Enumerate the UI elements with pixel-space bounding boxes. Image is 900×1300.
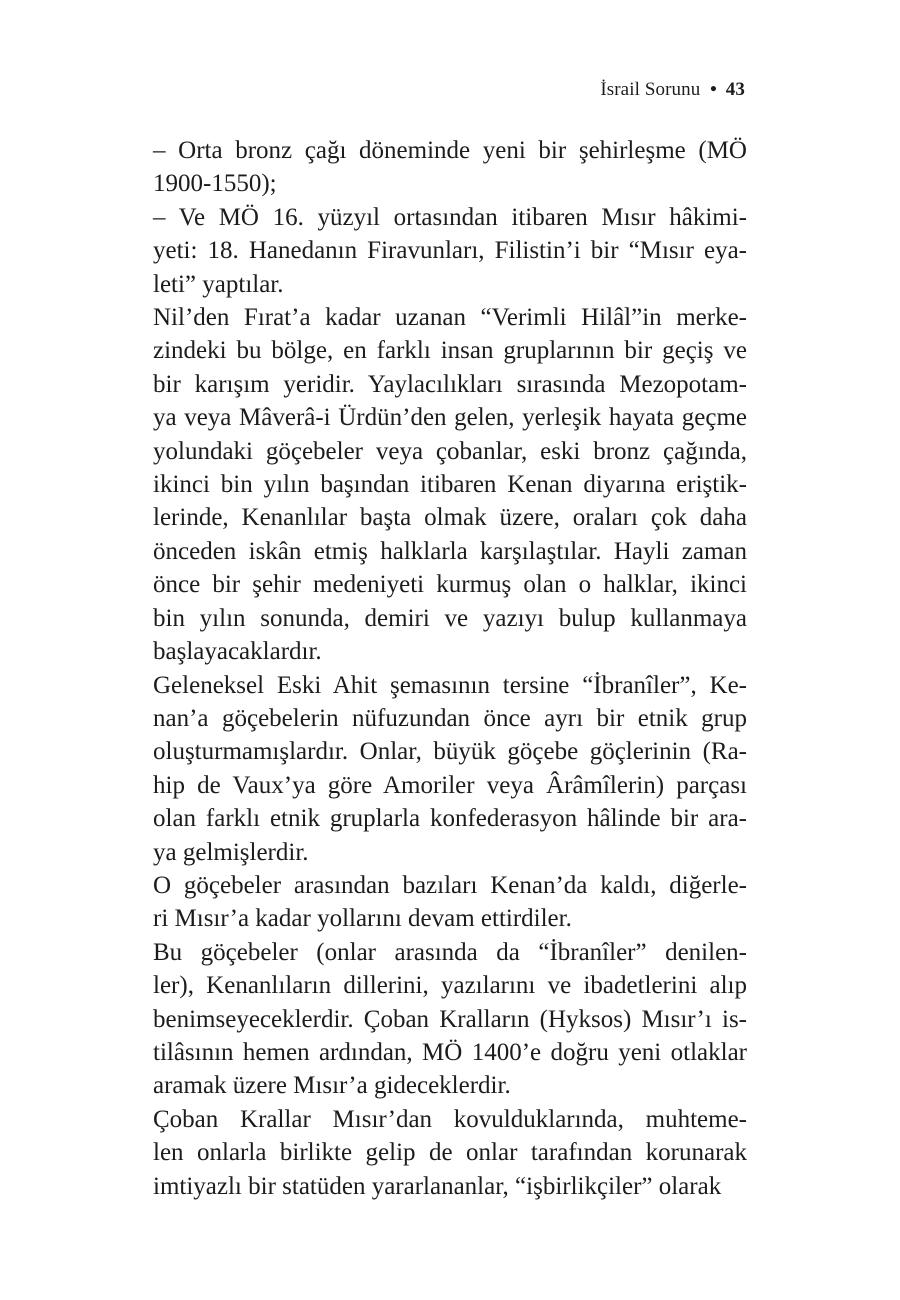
- text-line: ikinci bin yılın başından itibaren Kenan diyarına eriştik-: [153, 471, 747, 499]
- running-header: [600, 79, 745, 101]
- text-line: imtiyazlı bir statüden yararlananlar, “işbirlikçiler” olarak: [153, 1172, 722, 1200]
- text-line: önce bir şehir medeniyeti kurmuş olan o halklar, ikinci: [153, 571, 747, 599]
- paragraph: [153, 669, 747, 869]
- page-number: 43: [725, 79, 745, 100]
- text-line: – Ve MÖ 16. yüzyıl ortasından itibaren Mısır hâkimi-: [153, 203, 747, 231]
- paragraph: [153, 1103, 747, 1203]
- paragraph: [153, 936, 747, 1103]
- text-line: aramak üzere Mısır’a gideceklerdir.: [153, 1072, 511, 1100]
- body-text: [153, 134, 747, 1203]
- paragraph: [153, 201, 747, 301]
- text-line: – Orta bronz çağı döneminde yeni bir şehirleşme (MÖ: [153, 137, 747, 164]
- text-line: lerinde, Kenanlılar başta olmak üzere, oraları çok daha: [153, 504, 747, 532]
- text-line: hip de Vaux’ya göre Amoriler veya Ârâmîlerin) parçası: [153, 771, 747, 799]
- running-title: İsrail Sorunu: [600, 79, 701, 100]
- text-line: O göçebeler arasından bazıları Kenan’da kaldı, diğerle-: [153, 871, 747, 899]
- text-line: başlayacaklardır.: [153, 638, 322, 666]
- text-line: benimseyeceklerdir. Çoban Kralların (Hyksos) Mısır’ı is-: [153, 1005, 747, 1033]
- text-line: ya gelmişlerdir.: [153, 838, 309, 866]
- text-line: ler), Kenanlıların dillerini, yazılarını ve ibadetlerini alıp: [153, 972, 747, 1000]
- text-line: len onlarla birlikte gelip de onlar tarafından korunarak: [153, 1139, 747, 1167]
- text-line: leti” yaptılar.: [153, 270, 284, 298]
- paragraph: [153, 869, 747, 936]
- text-line: yolundaki göçebeler veya çobanlar, eski bronz çağında,: [153, 437, 747, 465]
- text-line: ya veya Mâverâ-i Ürdün’den gelen, yerleşik hayata geçme: [153, 404, 747, 432]
- text-line: Bu göçebeler (onlar arasında da “İbranîler” denilen-: [153, 938, 747, 966]
- paragraph: [153, 134, 747, 201]
- text-line: nan’a göçebelerin nüfuzundan önce ayrı bir etnik grup: [153, 704, 747, 732]
- text-line: bin yılın sonunda, demiri ve yazıyı bulup kullanmaya: [153, 604, 747, 632]
- text-line: bir karışım yeridir. Yaylacılıkları sırasında Mezopotam-: [153, 370, 747, 398]
- text-line: 1900-1550);: [153, 170, 277, 198]
- text-line: tilâsının hemen ardından, MÖ 1400’e doğru yeni otlaklar: [153, 1038, 747, 1066]
- text-line: Çoban Krallar Mısır’dan kovulduklarında, muhteme-: [153, 1105, 747, 1133]
- text-line: zindeki bu bölge, en farklı insan gruplarının bir geçiş ve: [153, 337, 747, 365]
- text-line: yeti: 18. Hanedanın Firavunları, Filistin’i bir “Mısır eya-: [153, 237, 747, 265]
- text-line: Geleneksel Eski Ahit şemasının tersine “İbranîler”, Ke-: [153, 671, 747, 699]
- paragraph: [153, 301, 747, 668]
- text-line: önceden iskân etmiş halklarla karşılaştılar. Hayli zaman: [153, 537, 747, 565]
- text-line: Nil’den Fırat’a kadar uzanan “Verimli Hilâl”in merke-: [153, 304, 747, 332]
- header-separator: •: [710, 79, 717, 100]
- text-line: ri Mısır’a kadar yollarını devam ettirdiler.: [153, 905, 572, 933]
- text-line: olan farklı etnik gruplarla konfederasyon hâlinde bir ara-: [153, 805, 747, 833]
- text-line: oluşturmamışlardır. Onlar, büyük göçebe göçlerinin (Ra-: [153, 738, 747, 766]
